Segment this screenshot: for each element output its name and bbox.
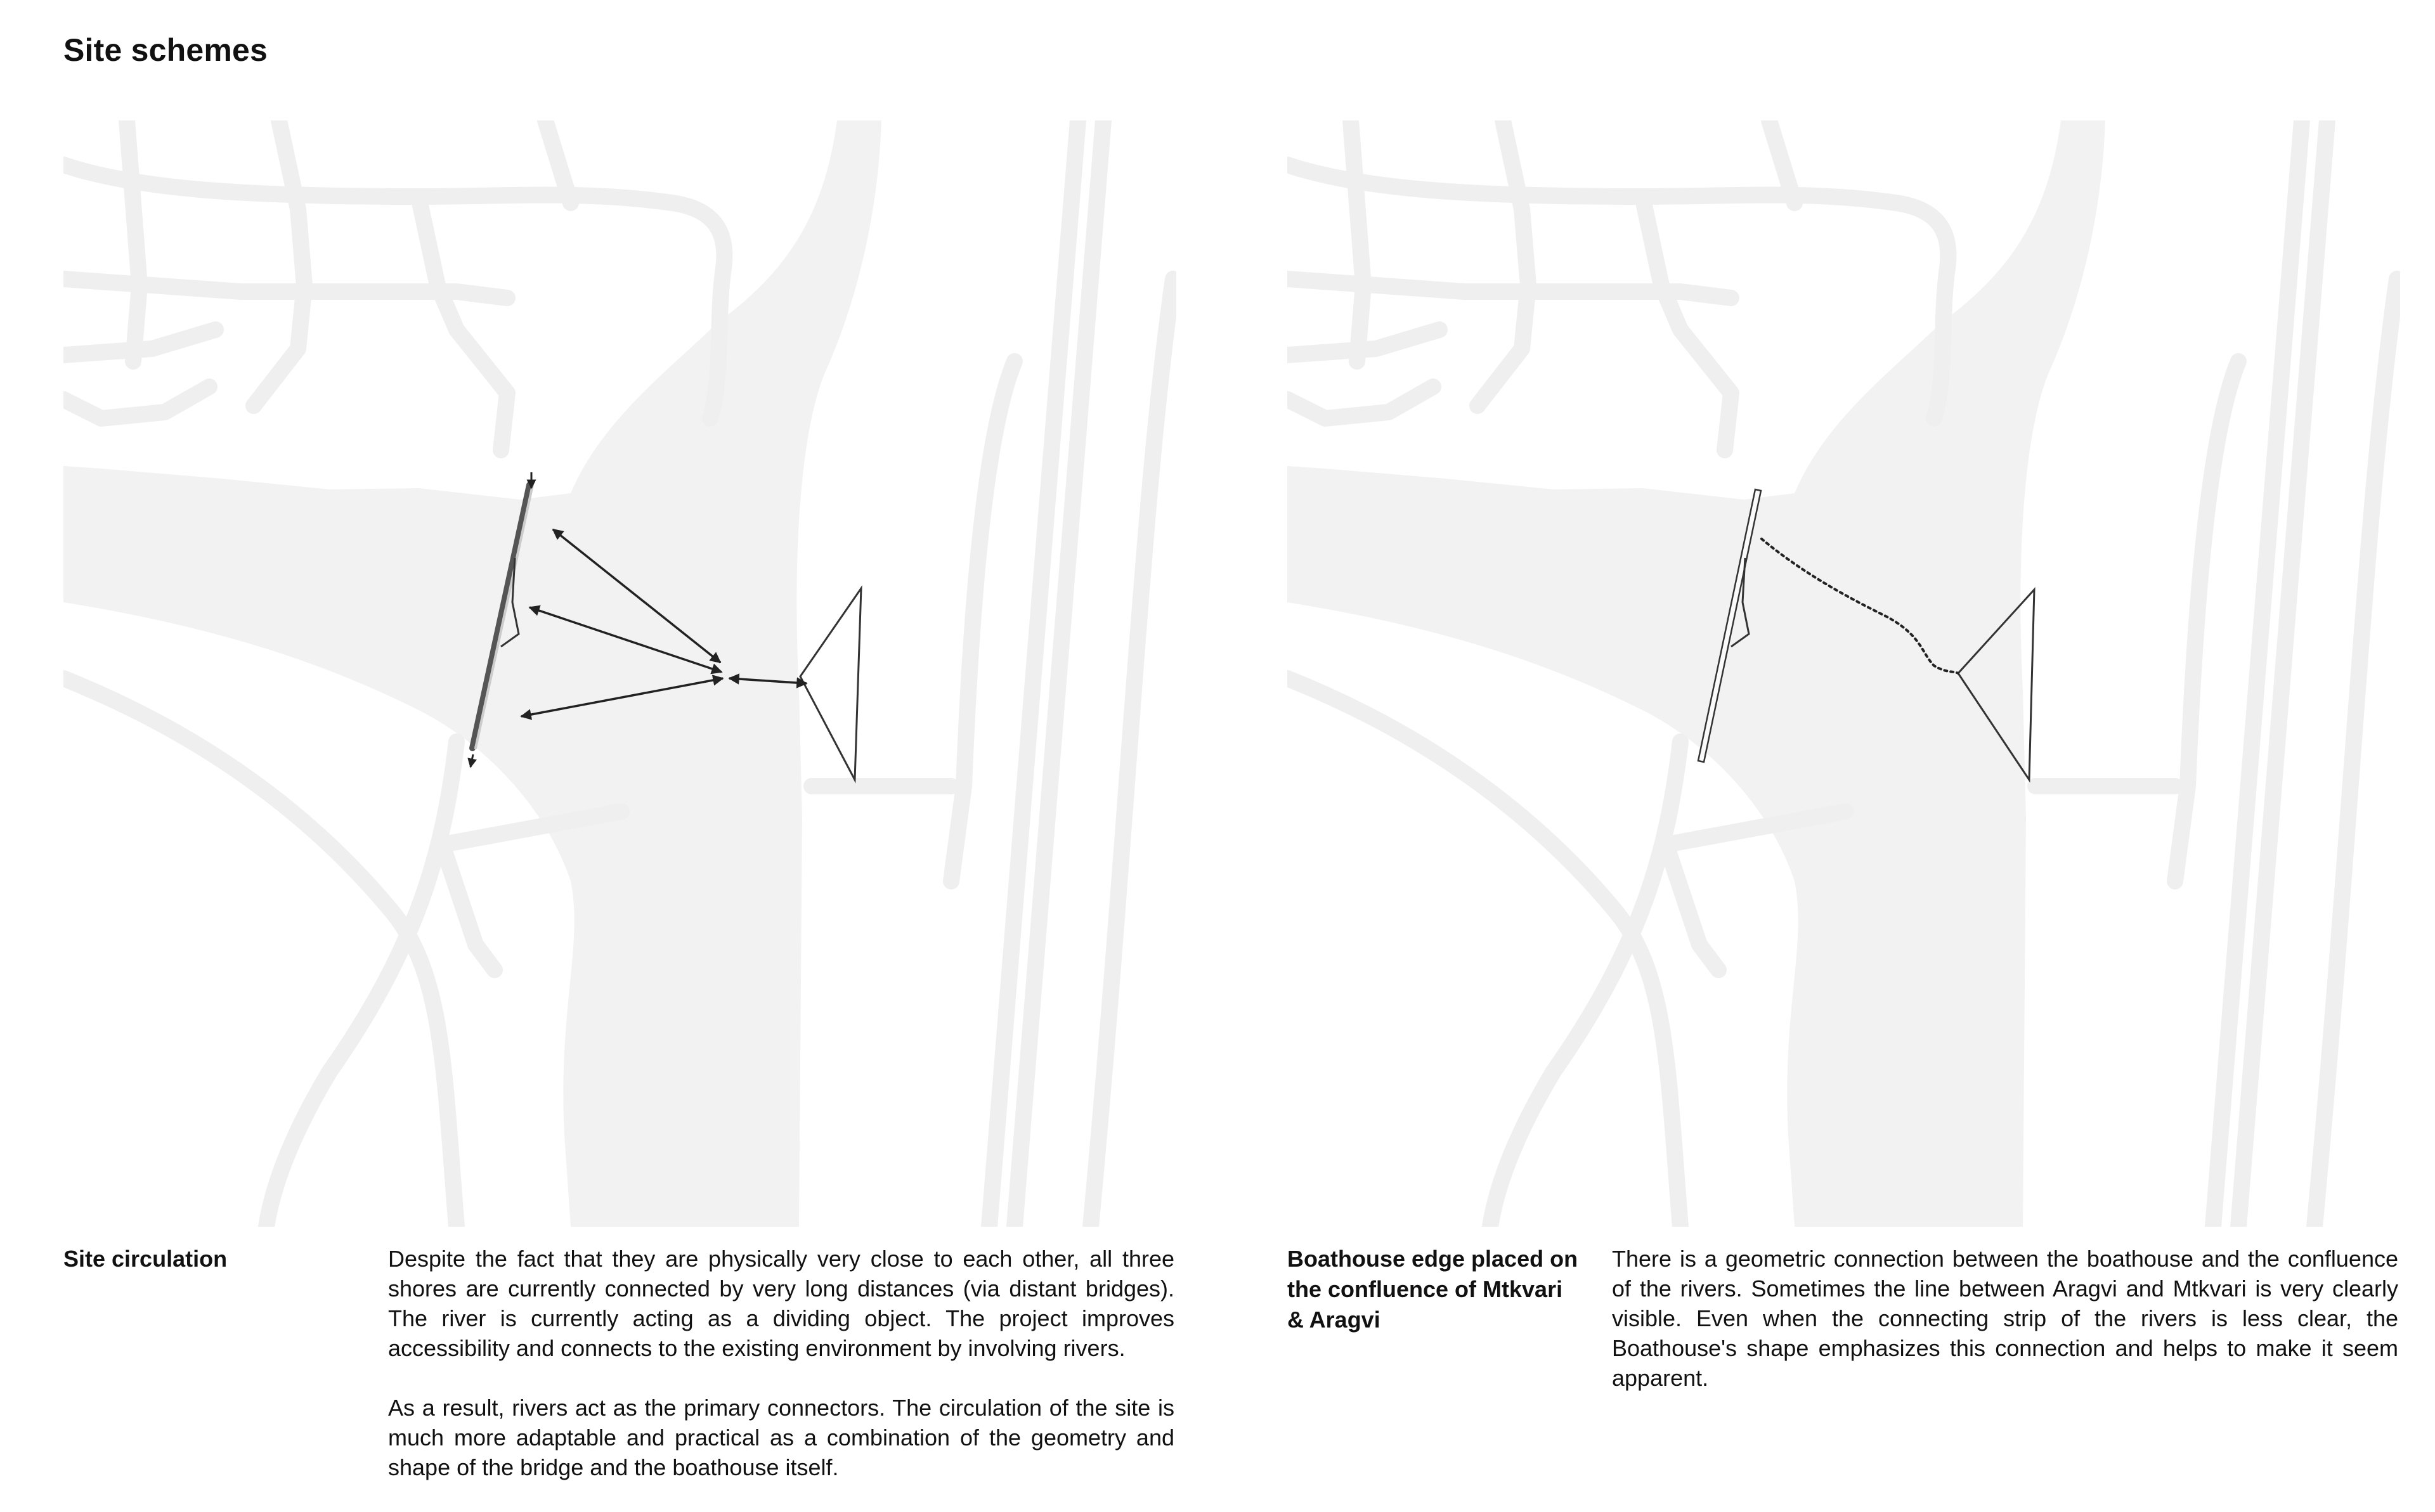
boathouse-edge-description — [1612, 1244, 2398, 1423]
site-circulation-description — [388, 1244, 1174, 1512]
boathouse-outline — [800, 588, 861, 780]
site-circulation-diagram — [63, 120, 1176, 1227]
site-circulation-heading: Site circulation — [63, 1246, 228, 1272]
site-circulation-paragraph-1: Despite the fact that they are physically very close to each other, all three shores are currently connected by very long distances (via distant bridges). The river is currently acting as a dividing object. The project improves accessibility and connects to the existing environment by involving rivers. — [388, 1246, 1174, 1361]
boathouse-edge-paragraph-1: There is a geometric connection between the boathouse and the confluence of the rivers. Sometimes the line between Aragvi and Mtkvari is very clearly visible. Even when the connecting strip of the rivers is less clear, the Boathouse's shape emphasizes this connection and helps to make it seem apparent. — [1612, 1246, 2398, 1391]
site-circulation-paragraph-2: As a result, rivers act as the primary connectors. The circulation of the site is much more adaptable and practical as a combination of the geometry and shape of the bridge and the boathouse itself. — [388, 1395, 1174, 1480]
bridge-end-arrow-south — [471, 754, 473, 767]
boathouse-edge-heading: Boathouse edge placed on the confluence of Mtkvari & Aragvi — [1287, 1246, 1578, 1333]
page-title: Site schemes — [63, 32, 268, 68]
boathouse-edge-diagram — [1287, 120, 2400, 1227]
